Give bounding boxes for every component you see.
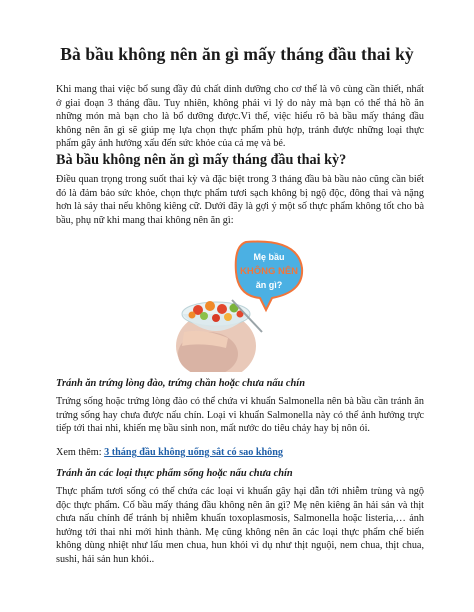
see-also-prefix: Xem thêm: — [56, 447, 102, 458]
illustration-svg — [176, 236, 306, 372]
raw-food-paragraph: Thực phẩm tươi sống có thể chứa các loại vi khuẩn gây hại dẫn tới nhiễm trùng và ngộ độc thực phẩm. Cố bầu mấy tháng đầu không nên ăn gì? Mẹ nên kiêng ăn hải sản và thịt chưa nấu chính để tránh bị nhiễm khuẩn toxoplasmosis, Salmonella hoặc listeria,… ảnh hưởng tới thai nhi mới hình thành. Mẹ cũng không nên ăn các loại thực phẩm chế biến không dùng nhiệt như lẩu men chua, hun khói vì dụ như thịt nguội, nem chua, thịt chua, sushi, hải sản hun khói.. — [56, 486, 424, 565]
tomato-piece — [217, 304, 227, 314]
lettuce-piece — [200, 312, 208, 320]
intro-paragraph: Khi mang thai việc bổ sung đầy đủ chất dinh dưỡng cho cơ thể là vô cùng cần thiết, nhất ở giai đoạn 3 tháng đầu. Tuy nhiên, không phải vì lý do này mà bạn có thể thả hồ ăn những món mà bạn cho là bổ dưỡng được.Vì thế, việc hiểu rõ bà bầu mấy tháng đầu không nên ăn gì sẽ giúp mẹ lựa chọn thực phẩm phù hợp, tránh được những loại thực phẩm gây ảnh hưởng xấu đến sức khỏe của cả mẹ và bé. — [56, 84, 424, 150]
corn-piece — [224, 313, 232, 321]
carrot-piece — [205, 301, 215, 311]
see-also-link[interactable]: 3 tháng đầu không uống sắt có sao không — [104, 447, 284, 458]
bubble-line-3: ăn gì? — [255, 280, 283, 290]
bubble-line-1: Mẹ bầu — [253, 252, 285, 262]
tomato-piece — [212, 314, 220, 322]
pregnant-woman-salad-illustration — [176, 236, 306, 372]
section-paragraph: Điều quan trọng trong suốt thai kỳ và đặc biệt trong 3 tháng đầu bà bầu nào cũng cần biết đó là đảm bảo sức khỏe, chọn thực phẩm tươi sạch không bị ngộ độc, đông thai và nặng hơn là sảy thai nếu không kiêng cữ. Dưới đây là gợi ý một số thực phẩm không tốt cho bà bầu, phụ nữ khi mang thai không nên ăn gì: — [56, 174, 424, 226]
eggs-paragraph: Trứng sống hoặc trứng lòng đào có thể chứa vi khuẩn Salmonella nên bà bầu cần tránh ăn trứng sống hay chưa được nấu chín. Loại vi khuẩn Salmonella này có thể ảnh hưởng trực tiếp tới thai nhi, khiến mẹ bầu sinh non, mất nước do tiêu chảy hay bị nôn ói. — [56, 396, 424, 435]
raw-food-heading: Tránh ăn các loại thực phẩm sống hoặc nấu chưa chín — [56, 468, 293, 479]
carrot-piece — [189, 312, 196, 319]
bubble-line-2: KHÔNG NÊN — [239, 266, 299, 277]
eggs-heading: Tránh ăn trứng lòng đào, trứng chần hoặc chưa nấu chín — [56, 378, 305, 389]
see-also-line — [56, 446, 283, 459]
section-heading: Bà bầu không nên ăn gì mấy tháng đầu thai kỳ? — [56, 152, 347, 168]
page-title: Bà bầu không nên ăn gì mấy tháng đầu thai kỳ — [60, 44, 414, 64]
